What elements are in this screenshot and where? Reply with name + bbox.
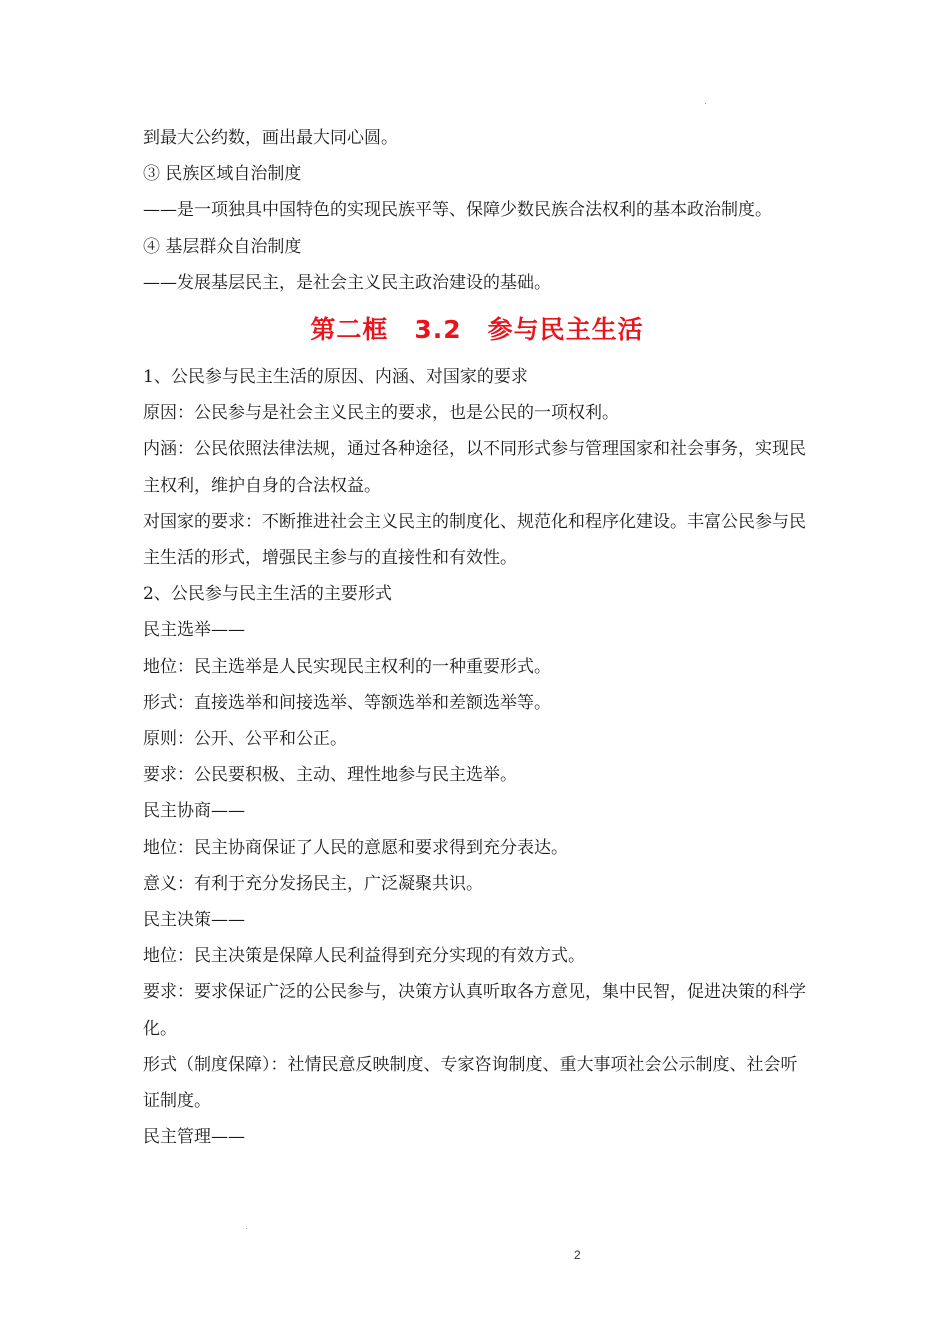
body-line: 对国家的要求：不断推进社会主义民主的制度化、规范化和程序化建设。丰富公民参与民主生活的形式，增强民主参与的直接性和有效性。 bbox=[143, 511, 806, 569]
body-line: 内涵：公民依照法律法规，通过各种途径，以不同形式参与管理国家和社会事务，实现民主权利，维护自身的合法权益。 bbox=[143, 439, 806, 496]
body-line: 民主协商—— bbox=[143, 801, 245, 822]
scan-speck bbox=[246, 1228, 247, 1229]
body-line: 民主选举—— bbox=[143, 620, 245, 641]
body-line: 2、公民参与民主生活的主要形式 bbox=[143, 584, 392, 605]
body-line: 地位：民主选举是人民实现民主权利的一种重要形式。 bbox=[143, 656, 551, 677]
body-line: 意义：有利于充分发扬民主，广泛凝聚共识。 bbox=[143, 873, 483, 894]
intro-line: ④ 基层群众自治制度 bbox=[143, 236, 302, 257]
body-line: 民主管理—— bbox=[143, 1127, 245, 1148]
body-line: 原则：公开、公平和公正。 bbox=[143, 729, 347, 750]
body-line: 要求：公民要积极、主动、理性地参与民主选举。 bbox=[143, 765, 517, 786]
body-line: 地位：民主协商保证了人民的意愿和要求得到充分表达。 bbox=[143, 837, 568, 858]
body-line: 1、公民参与民主生活的原因、内涵、对国家的要求 bbox=[143, 367, 528, 388]
document-body bbox=[143, 120, 811, 1155]
body-line: 要求：要求保证广泛的公民参与，决策方认真听取各方意见，集中民智，促进决策的科学化。 bbox=[143, 982, 806, 1039]
intro-line: 到最大公约数，画出最大同心圆。 bbox=[143, 128, 398, 148]
body-line: 形式：直接选举和间接选举、等额选举和差额选举等。 bbox=[143, 692, 551, 713]
page-number: 2 bbox=[574, 1248, 581, 1262]
body-line: 形式（制度保障）：社情民意反映制度、专家咨询制度、重大事项社会公示制度、社会听证制度。 bbox=[143, 1054, 798, 1112]
intro-line: ——发展基层民主，是社会主义民主政治建设的基础。 bbox=[143, 272, 551, 293]
body-line: 地位：民主决策是保障人民利益得到充分实现的有效方式。 bbox=[143, 946, 585, 967]
section-title: 第二框 3.2 参与民主生活 bbox=[310, 315, 644, 345]
scan-speck bbox=[705, 103, 706, 104]
body-line: 原因：公民参与是社会主义民主的要求，也是公民的一项权利。 bbox=[143, 403, 619, 424]
body-line: 民主决策—— bbox=[143, 910, 245, 931]
intro-line: ——是一项独具中国特色的实现民族平等、保障少数民族合法权利的基本政治制度。 bbox=[143, 200, 772, 221]
intro-line: ③ 民族区域自治制度 bbox=[143, 164, 302, 185]
